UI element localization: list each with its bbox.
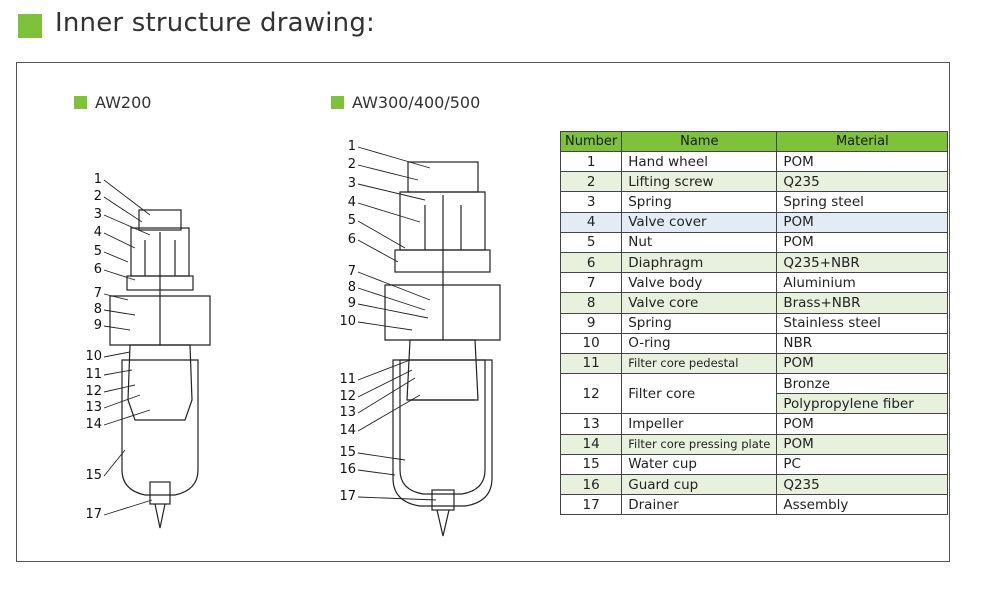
aw200-drainer xyxy=(150,482,170,504)
row-name: Diaphragm xyxy=(622,252,777,272)
page-title: Inner structure drawing: xyxy=(55,8,375,38)
aw300-leader-17 xyxy=(358,497,436,500)
table-row xyxy=(561,192,948,212)
row-material: Q235 xyxy=(777,172,948,192)
row-number: 7 xyxy=(561,273,622,293)
row-name: Valve cover xyxy=(622,212,777,232)
table-row xyxy=(561,232,948,252)
aw200-callout-4: 4 xyxy=(93,225,102,240)
row-name: Lifting screw xyxy=(622,172,777,192)
row-name: Filter core pressing plate xyxy=(622,434,777,454)
aw300-callout-14: 14 xyxy=(339,423,356,438)
row-number: 15 xyxy=(561,454,622,474)
aw300-leader-11 xyxy=(358,360,410,380)
row-name: Hand wheel xyxy=(622,152,777,172)
row-number: 8 xyxy=(561,293,622,313)
aw200-leader-17 xyxy=(104,500,152,515)
aw300-callout-1: 1 xyxy=(347,139,356,154)
aw300-callout-6: 6 xyxy=(347,232,356,247)
aw200-callout-12: 12 xyxy=(85,384,102,399)
row-name: Nut xyxy=(622,232,777,252)
table-header-row xyxy=(561,132,948,152)
table-row xyxy=(561,414,948,434)
row-material: POM xyxy=(777,434,948,454)
aw200-drawing xyxy=(110,210,210,528)
aw300-callout-3: 3 xyxy=(347,176,356,191)
row-name: Impeller xyxy=(622,414,777,434)
aw200-drain-tip xyxy=(155,504,165,528)
aw200-callout-9: 9 xyxy=(93,318,102,333)
table-row xyxy=(561,313,948,333)
aw200-leader-7 xyxy=(104,294,128,300)
aw300-callout-15: 15 xyxy=(339,445,356,460)
aw300-leader-14 xyxy=(358,395,420,431)
row-number: 16 xyxy=(561,475,622,495)
aw200-callout-6: 6 xyxy=(93,262,102,277)
aw200-callout-10: 10 xyxy=(85,349,102,364)
row-name: Spring xyxy=(622,313,777,333)
aw300-callout-5: 5 xyxy=(347,213,356,228)
row-material: POM xyxy=(777,353,948,373)
table-row xyxy=(561,252,948,272)
aw200-callout-3: 3 xyxy=(93,207,102,222)
row-number: 6 xyxy=(561,252,622,272)
aw300-callout-17: 17 xyxy=(339,489,356,504)
row-number: 9 xyxy=(561,313,622,333)
aw200-leader-10 xyxy=(104,352,130,357)
section-label-aw300: AW300/400/500 xyxy=(352,93,481,112)
row-name: Guard cup xyxy=(622,475,777,495)
row-name: Valve body xyxy=(622,273,777,293)
aw200-leader-6 xyxy=(104,270,135,280)
aw200-callout-7: 7 xyxy=(93,286,102,301)
table-row xyxy=(561,475,948,495)
row-number: 4 xyxy=(561,212,622,232)
aw200-leader-5 xyxy=(104,252,128,262)
table-row xyxy=(561,172,948,192)
aw200-callout-13: 13 xyxy=(85,400,102,415)
aw200-leader-14 xyxy=(104,410,150,425)
parts-table xyxy=(560,131,948,515)
aw200-leader-11 xyxy=(104,370,132,375)
row-material: Q235 xyxy=(777,475,948,495)
row-material: POM xyxy=(777,152,948,172)
row-material: POM xyxy=(777,414,948,434)
aw300-leader-7 xyxy=(358,272,430,300)
aw300-callout-2: 2 xyxy=(347,157,356,172)
row-material: POM xyxy=(777,232,948,252)
aw300-leader-8 xyxy=(358,288,425,310)
aw300-leader-2 xyxy=(358,165,418,180)
aw300-leader-16 xyxy=(358,470,395,475)
row-number: 1 xyxy=(561,152,622,172)
row-material: Spring steel xyxy=(777,192,948,212)
aw200-leader-4 xyxy=(104,233,135,248)
row-number: 10 xyxy=(561,333,622,353)
aw200-callout-15: 15 xyxy=(85,468,102,483)
header-number: Number xyxy=(561,132,622,152)
parts-table-body xyxy=(561,152,948,515)
section-label-aw200: AW200 xyxy=(95,93,152,112)
aw300-callout-4: 4 xyxy=(347,195,356,210)
aw200-leader-3 xyxy=(104,215,150,235)
header-material: Material xyxy=(777,132,948,152)
row-number: 17 xyxy=(561,495,622,515)
aw300-callout-16: 16 xyxy=(339,462,356,477)
row-material-alt: Polypropylene fiber xyxy=(777,394,948,414)
row-material: Stainless steel xyxy=(777,313,948,333)
table-row xyxy=(561,273,948,293)
row-name: Spring xyxy=(622,192,777,212)
aw200-leader-2 xyxy=(104,197,142,222)
aw200-callout-14: 14 xyxy=(85,417,102,432)
row-name: Water cup xyxy=(622,454,777,474)
aw300-leader-lines xyxy=(358,147,436,500)
table-row xyxy=(561,333,948,353)
row-material: Q235+NBR xyxy=(777,252,948,272)
aw300-callout-10: 10 xyxy=(339,314,356,329)
aw300-filter xyxy=(407,340,478,400)
row-material: Aluminium xyxy=(777,273,948,293)
aw300-leader-9 xyxy=(358,304,428,318)
row-name: Valve core xyxy=(622,293,777,313)
table-row xyxy=(561,353,948,373)
table-row xyxy=(561,454,948,474)
row-name: Drainer xyxy=(622,495,777,515)
aw200-callout-5: 5 xyxy=(93,244,102,259)
aw300-leader-1 xyxy=(358,147,430,168)
row-number: 11 xyxy=(561,353,622,373)
aw300-water-cup xyxy=(400,360,485,494)
aw200-leader-9 xyxy=(104,326,130,330)
aw300-callout-9: 9 xyxy=(347,296,356,311)
row-number: 14 xyxy=(561,434,622,454)
row-material: POM xyxy=(777,212,948,232)
table-row xyxy=(561,374,948,394)
row-number: 12 xyxy=(561,374,622,414)
aw200-hand-wheel xyxy=(139,210,181,230)
aw200-callout-1: 1 xyxy=(93,172,102,187)
aw300-drain-tip xyxy=(437,510,449,536)
aw200-leader-8 xyxy=(104,310,135,315)
aw300-callout-13: 13 xyxy=(339,405,356,420)
aw300-callout-8: 8 xyxy=(347,280,356,295)
aw300-callout-7: 7 xyxy=(347,264,356,279)
aw200-callout-17: 17 xyxy=(85,507,102,522)
aw300-callout-12: 12 xyxy=(339,389,356,404)
aw300-callout-11: 11 xyxy=(339,372,356,387)
row-material: Assembly xyxy=(777,495,948,515)
row-material: Brass+NBR xyxy=(777,293,948,313)
aw200-callout-2: 2 xyxy=(93,189,102,204)
aw200-filter xyxy=(128,345,192,420)
row-material: NBR xyxy=(777,333,948,353)
table-row xyxy=(561,495,948,515)
row-name: O-ring xyxy=(622,333,777,353)
aw300-hand-wheel xyxy=(408,162,478,192)
row-name: Filter core xyxy=(622,374,777,414)
row-material: PC xyxy=(777,454,948,474)
aw200-leader-12 xyxy=(104,385,135,392)
aw300-drawing xyxy=(385,162,500,536)
row-material: Bronze xyxy=(777,374,948,394)
aw200-leader-1 xyxy=(104,180,150,215)
table-row xyxy=(561,152,948,172)
aw200-callout-11: 11 xyxy=(85,367,102,382)
table-row xyxy=(561,434,948,454)
row-number: 5 xyxy=(561,232,622,252)
row-number: 2 xyxy=(561,172,622,192)
aw300-leader-6 xyxy=(358,240,398,262)
aw300-leader-15 xyxy=(358,453,405,460)
row-number: 3 xyxy=(561,192,622,212)
row-name: Filter core pedestal xyxy=(622,353,777,373)
aw300-leader-12 xyxy=(358,370,412,397)
table-row xyxy=(561,212,948,232)
header-name: Name xyxy=(622,132,777,152)
aw200-callout-8: 8 xyxy=(93,302,102,317)
row-number: 13 xyxy=(561,414,622,434)
aw300-leader-4 xyxy=(358,203,420,222)
table-row xyxy=(561,293,948,313)
aw200-water-cup xyxy=(122,360,198,495)
